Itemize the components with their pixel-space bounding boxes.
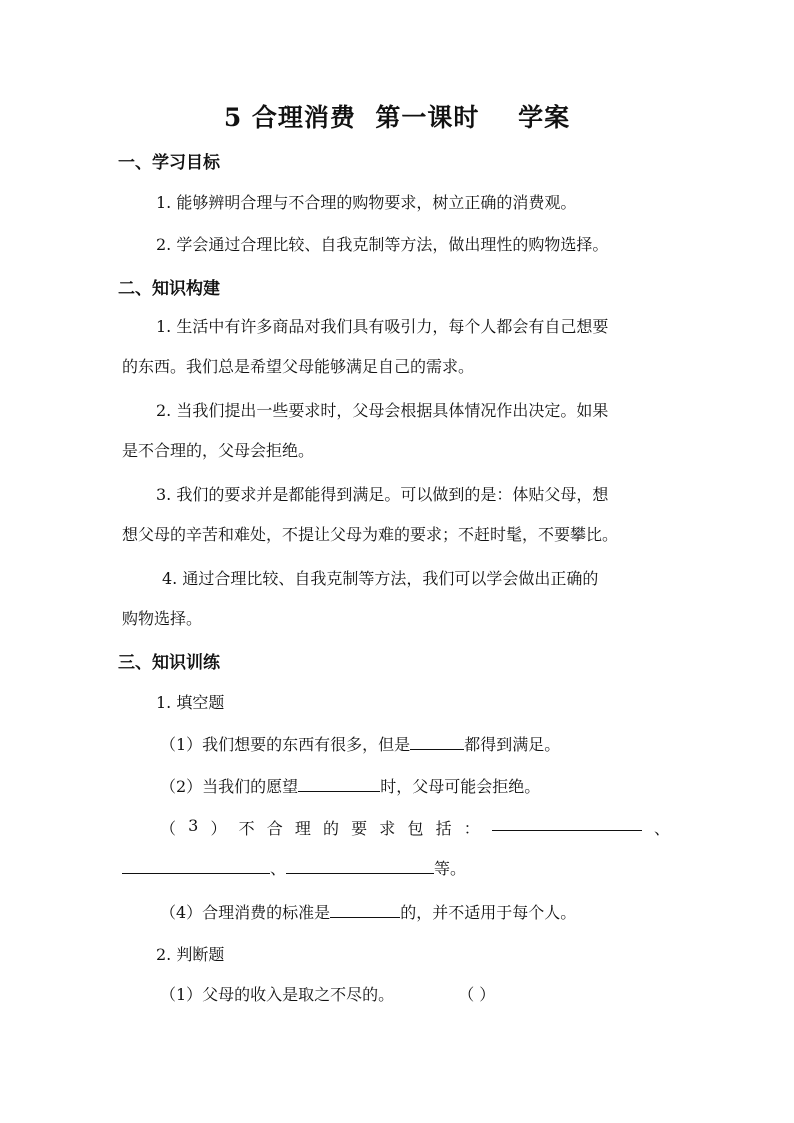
knowledge-p2-line1: 2. 当我们提出一些要求时，父母会根据具体情况作出决定。如果 [156,401,609,420]
q3-end: 等。 [434,859,467,878]
q3-blank-3[interactable] [286,859,434,874]
q3-char: 的 [323,819,340,838]
fill-question-2 [160,774,540,797]
j1-text: （1）父母的收入是取之不尽的。 [160,985,395,1004]
q2-text-a: （2）当我们的愿望 [160,777,299,796]
q4-text-b: 的，并不适用于每个人。 [400,903,577,922]
q4-text-a: （4）合理消费的标准是 [160,903,331,922]
q4-blank[interactable] [330,903,400,918]
q3-char: 、 [653,819,670,838]
fill-question-1 [160,732,560,755]
q3-char: 3 [188,816,199,835]
q3-char: 括 [435,819,452,838]
knowledge-p3-line1: 3. 我们的要求并是都能得到满足。可以做到的是：体贴父母，想 [156,485,609,504]
q3-blank-1[interactable] [492,816,642,831]
goal-item-2: 2. 学会通过合理比较、自我克制等方法，做出理性的购物选择。 [156,235,609,254]
fill-question-3-line1 [160,816,670,839]
q2-text-b: 时，父母可能会拒绝。 [380,777,541,796]
judge-heading: 2. 判断题 [156,945,225,964]
q3-char: 理 [294,819,311,838]
q3-char: （ [160,819,177,838]
q3-char: ： [463,819,480,838]
q1-text-a: （1）我们想要的东西有很多，但是 [160,735,411,754]
knowledge-p1-line1: 1. 生活中有许多商品对我们具有吸引力，每个人都会有自己想要 [156,317,609,336]
q3-char: ） [210,819,227,838]
fill-question-4 [160,900,576,923]
q1-blank[interactable] [410,735,464,750]
fill-question-3-line2 [122,856,466,879]
knowledge-p4-line1: 4. 通过合理比较、自我克制等方法，我们可以学会做出正确的 [162,569,599,588]
fill-blank-heading: 1. 填空题 [156,693,225,712]
section-heading-knowledge: 二、知识构建 [118,279,220,299]
judge-question-1 [160,982,495,1005]
q3-char: 包 [407,819,424,838]
knowledge-p1-line2: 的东西。我们总是希望父母能够满足自己的需求。 [122,357,475,376]
j1-answer-paren[interactable]: （ ） [458,985,496,1004]
q3-char: 要 [351,819,368,838]
knowledge-p4-line2: 购物选择。 [122,609,203,628]
q3-separator: 、 [270,859,287,878]
q3-blank-2[interactable] [122,859,270,874]
q3-char: 求 [379,819,396,838]
page-title: 5 合理消费 第一课时 学案 [223,103,571,132]
knowledge-p2-line2: 是不合理的，父母会拒绝。 [122,441,315,460]
knowledge-p3-line2: 想父母的辛苦和难处，不提让父母为难的要求；不赶时髦，不要攀比。 [122,525,619,544]
goal-item-1: 1. 能够辨明合理与不合理的购物要求，树立正确的消费观。 [156,193,577,212]
q3-char: 不 [238,819,255,838]
q1-text-b: 都得到满足。 [464,735,561,754]
q2-blank[interactable] [298,777,380,792]
q3-char: 合 [266,819,283,838]
section-heading-practice: 三、知识训练 [118,653,220,673]
section-heading-goals: 一、学习目标 [118,153,220,173]
